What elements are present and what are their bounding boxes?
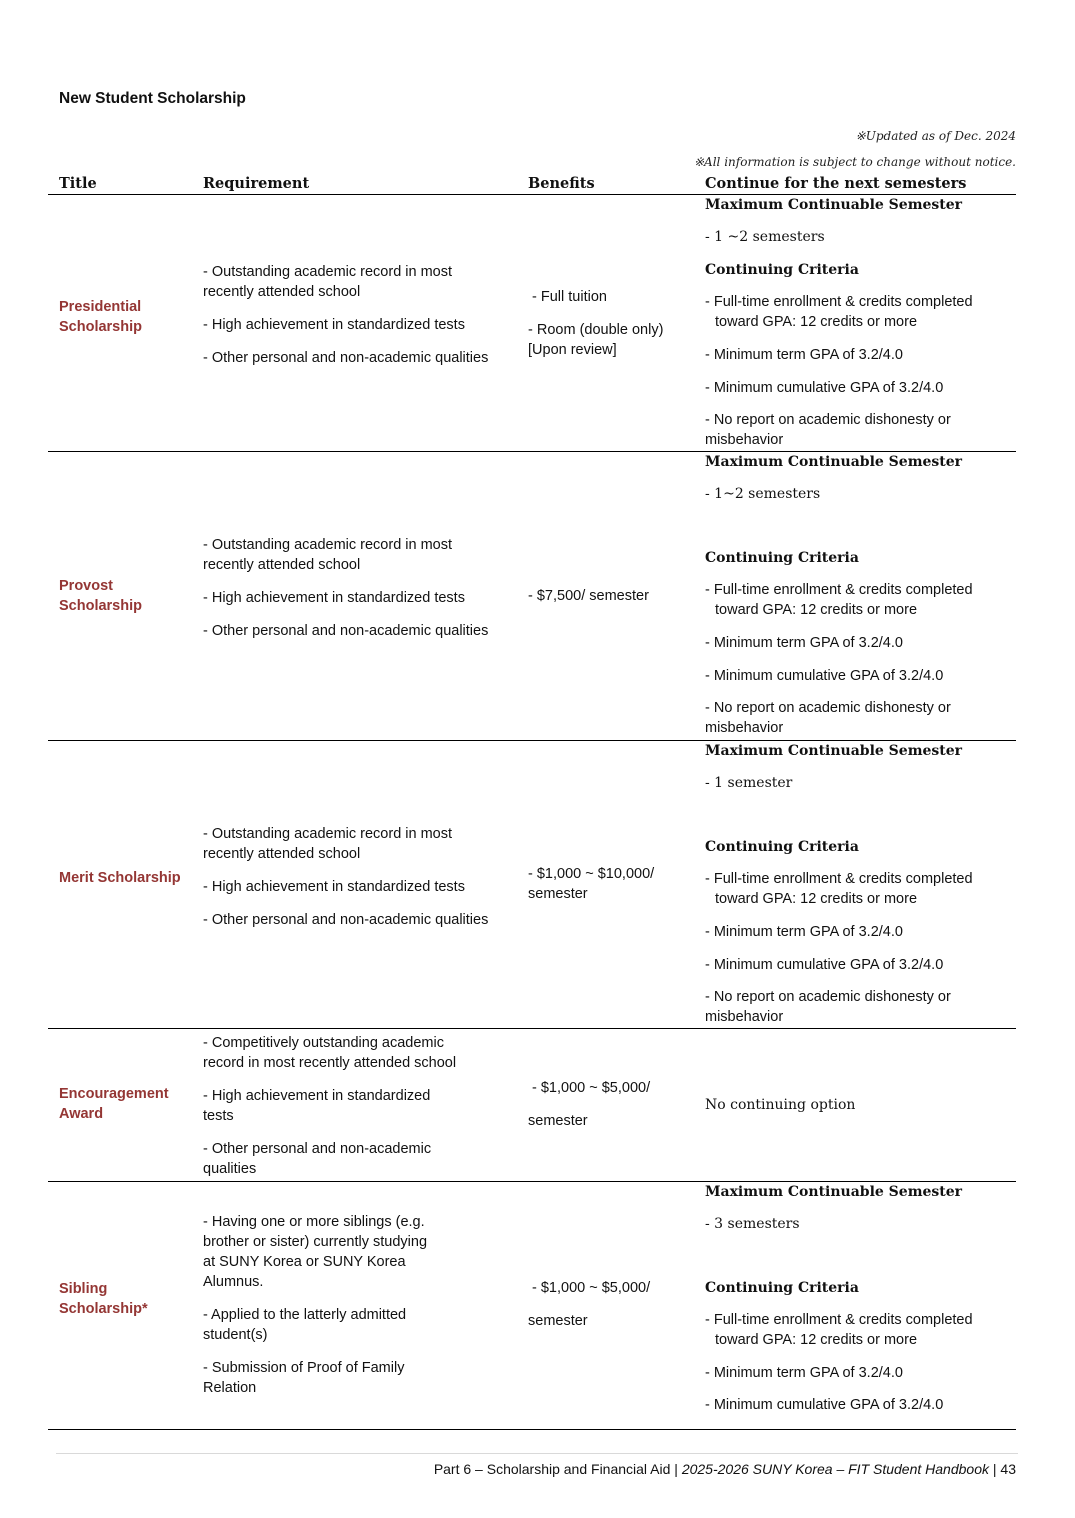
- updated-note: ※Updated as of Dec. 2024: [855, 129, 1016, 143]
- benefit-item: - $1,000 ~ $5,000/: [532, 1280, 651, 1296]
- max-semester-value: - 1~2 semesters: [705, 486, 821, 502]
- criteria-item: toward GPA: 12 credits or more: [715, 891, 918, 907]
- scholarship-title: Merit Scholarship: [59, 870, 181, 886]
- continue-cell: No continuing option: [705, 1097, 856, 1113]
- page-footer: [434, 1461, 1016, 1477]
- criteria-item: - No report on academic dishonesty or misbehavior: [705, 700, 951, 736]
- max-semester-heading: Maximum Continuable Semester: [705, 743, 963, 759]
- requirement-item: - Other personal and non-academic qualities: [203, 1141, 432, 1177]
- benefits-cell: [528, 287, 688, 360]
- requirement-item: - Outstanding academic record in most recently attended school: [203, 264, 453, 300]
- criteria-item: - Minimum cumulative GPA of 3.2/4.0: [705, 380, 944, 396]
- criteria-item: - Minimum term GPA of 3.2/4.0: [705, 347, 903, 363]
- requirements-cell: [203, 262, 493, 368]
- disclaimer-note: ※All information is subject to change without notice.: [694, 155, 1016, 169]
- benefits-cell: [528, 1078, 688, 1131]
- scholarship-title: Provost Scholarship: [59, 578, 142, 614]
- criteria-item: - Full-time enrollment & credits completed: [705, 582, 973, 598]
- criteria-item: - Full-time enrollment & credits completed: [705, 871, 973, 887]
- table-row: [48, 741, 1016, 1029]
- footer-divider: [56, 1453, 1018, 1454]
- requirement-item: - Other personal and non-academic qualities: [203, 623, 489, 639]
- header-benefits: Benefits: [528, 175, 595, 192]
- scholarship-title: Sibling Scholarship*: [59, 1281, 148, 1317]
- table-row: [48, 195, 1016, 452]
- criteria-item: toward GPA: 12 credits or more: [715, 1332, 918, 1348]
- criteria-heading: Continuing Criteria: [705, 550, 859, 566]
- benefit-item: - $1,000 ~ $10,000/ semester: [528, 866, 655, 902]
- requirements-cell: [203, 1033, 483, 1179]
- requirement-item: - High achievement in standardized tests: [203, 590, 465, 606]
- table-row: [48, 452, 1016, 741]
- criteria-item: - Minimum cumulative GPA of 3.2/4.0: [705, 668, 944, 684]
- requirement-item: - Other personal and non-academic qualities: [203, 912, 489, 928]
- benefit-item: - $1,000 ~ $5,000/: [532, 1080, 651, 1096]
- max-semester-heading: Maximum Continuable Semester: [705, 197, 963, 213]
- continue-cell: [705, 1182, 1016, 1415]
- requirements-cell: [203, 824, 493, 930]
- requirement-item: - Submission of Proof of Family Relation: [203, 1360, 405, 1396]
- scholarship-title: Encouragement Award: [59, 1086, 169, 1122]
- footer-separator: |: [989, 1461, 1001, 1477]
- footer-part: Part 6 – Scholarship and Financial Aid: [433, 1461, 671, 1477]
- continue-cell: [705, 741, 1016, 1027]
- max-semester-value: - 3 semesters: [705, 1216, 800, 1232]
- requirement-item: - High achievement in standardized tests: [203, 1088, 431, 1124]
- criteria-heading: Continuing Criteria: [705, 839, 859, 855]
- criteria-item: toward GPA: 12 credits or more: [715, 314, 918, 330]
- header-continue: Continue for the next semesters: [705, 175, 967, 192]
- criteria-item: - Minimum cumulative GPA of 3.2/4.0: [705, 1397, 944, 1413]
- criteria-item: - Full-time enrollment & credits completed: [705, 294, 973, 310]
- benefit-item: - $7,500/ semester: [528, 588, 649, 604]
- footer-handbook: 2025-2026 SUNY Korea – FIT Student Handbook: [681, 1461, 989, 1477]
- criteria-item: - Minimum term GPA of 3.2/4.0: [705, 924, 903, 940]
- benefits-cell: [528, 864, 668, 904]
- requirement-item: - Applied to the latterly admitted student(s): [203, 1307, 407, 1343]
- footer-separator: |: [670, 1461, 682, 1477]
- header-title: Title: [59, 175, 97, 192]
- requirement-item: - Outstanding academic record in most recently attended school: [203, 826, 453, 862]
- requirement-item: - Outstanding academic record in most recently attended school: [203, 537, 453, 573]
- criteria-item: - No report on academic dishonesty or misbehavior: [705, 989, 951, 1025]
- requirement-item: - High achievement in standardized tests: [203, 879, 465, 895]
- table-row: [48, 1182, 1016, 1430]
- max-semester-value: - 1 semester: [705, 775, 793, 791]
- table-header: [48, 175, 1016, 195]
- continue-cell: [705, 452, 1016, 738]
- max-semester-heading: Maximum Continuable Semester: [705, 454, 963, 470]
- criteria-item: - Full-time enrollment & credits completed: [705, 1312, 973, 1328]
- benefit-item: - Room (double only) [Upon review]: [528, 322, 664, 358]
- criteria-heading: Continuing Criteria: [705, 1280, 859, 1296]
- max-semester-value: - 1 ~2 semesters: [705, 229, 825, 245]
- criteria-item: - No report on academic dishonesty or misbehavior: [705, 412, 951, 448]
- continue-cell: [705, 195, 1016, 450]
- max-semester-heading: Maximum Continuable Semester: [705, 1184, 963, 1200]
- header-requirement: Requirement: [203, 175, 310, 192]
- criteria-item: - Minimum term GPA of 3.2/4.0: [705, 635, 903, 651]
- benefit-item: - Full tuition: [532, 289, 607, 305]
- benefit-item: semester: [528, 1313, 588, 1329]
- requirements-cell: [203, 1212, 433, 1398]
- page-title: New Student Scholarship: [59, 90, 246, 107]
- scholarship-title: Presidential Scholarship: [59, 299, 142, 335]
- requirement-item: - Competitively outstanding academic record in most recently attended school: [203, 1035, 457, 1071]
- criteria-heading: Continuing Criteria: [705, 262, 859, 278]
- criteria-item: - Minimum cumulative GPA of 3.2/4.0: [705, 957, 944, 973]
- requirements-cell: [203, 535, 493, 641]
- criteria-item: toward GPA: 12 credits or more: [715, 602, 918, 618]
- page-number: 43: [1000, 1461, 1016, 1477]
- table-row: [48, 1029, 1016, 1182]
- benefit-item: semester: [528, 1113, 588, 1129]
- requirement-item: - Having one or more siblings (e.g. brother or sister) currently studying at SUNY Korea or SUNY Korea Alumnus.: [203, 1214, 428, 1290]
- benefits-cell: [528, 1278, 688, 1331]
- benefits-cell: [528, 586, 688, 606]
- criteria-item: - Minimum term GPA of 3.2/4.0: [705, 1365, 903, 1381]
- requirement-item: - Other personal and non-academic qualities: [203, 350, 489, 366]
- requirement-item: - High achievement in standardized tests: [203, 317, 465, 333]
